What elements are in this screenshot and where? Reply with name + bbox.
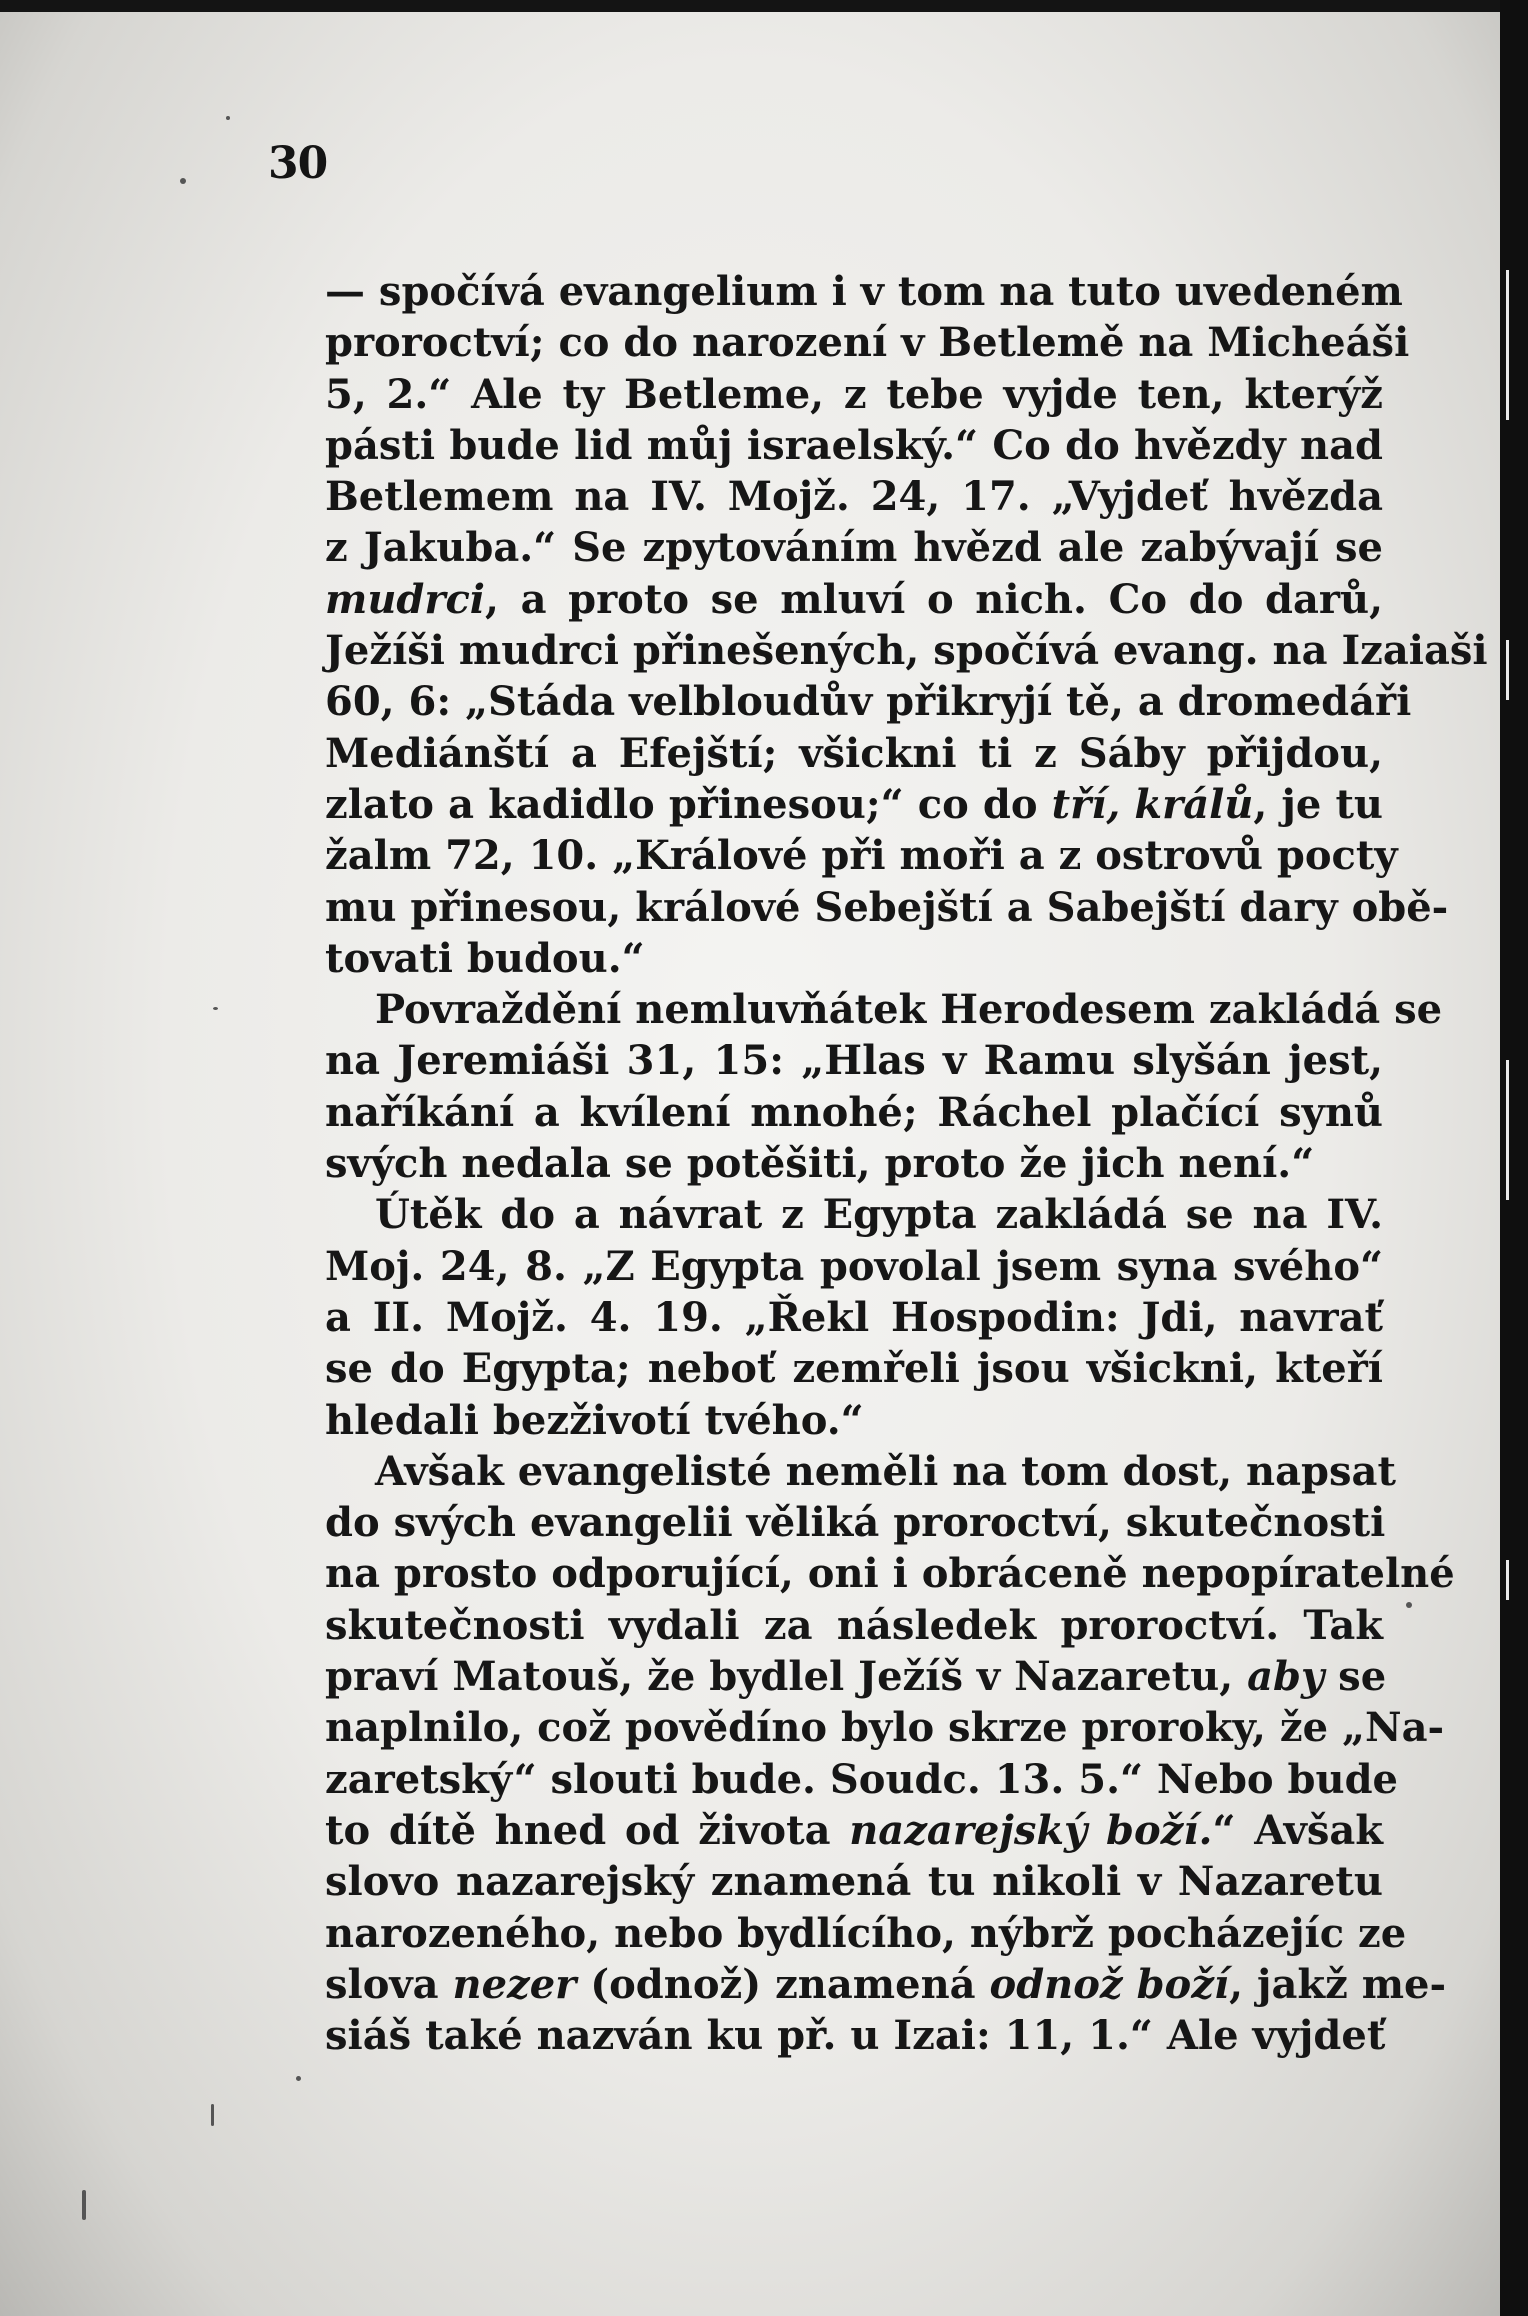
text-segment: svých nedala se potěšiti, proto že jich není.“ <box>325 1140 1315 1188</box>
text-segment: Povraždění nemluvňátek Herodesem zakládá se <box>375 986 1443 1034</box>
text-line <box>325 1035 1383 1086</box>
text-segment: na prosto odporující, oni i obráceně nepopíratelné <box>325 1550 1455 1598</box>
text-segment: Avšak evangelisté neměli na tom dost, napsat <box>375 1447 1396 1495</box>
text-segment: skutečnosti vydali za následek proroctví. Tak <box>325 1601 1383 1649</box>
text-segment: se do Egypta; neboť zemřeli jsou všickni, kteří <box>325 1345 1383 1393</box>
text-segment: Ježíši mudrci přinešených, spočívá evang. na Izaiaši <box>325 627 1488 675</box>
italic-segment: mudrci <box>325 575 485 623</box>
italic-segment: nazarejský boží. <box>849 1806 1213 1854</box>
scan-edge-mark <box>1506 640 1509 700</box>
text-segment: z Jakuba.“ Se zpytováním hvězd ale zabývají se <box>325 524 1383 572</box>
text-line <box>325 984 1443 1035</box>
text-line <box>325 1446 1396 1497</box>
text-segment: slova <box>325 1960 453 2008</box>
text-line <box>325 728 1383 779</box>
text-line <box>325 1651 1387 1702</box>
text-segment: to dítě hned od života <box>325 1806 850 1854</box>
text-segment: mu přinesou, králové Sebejští a Sabejští dary obě- <box>325 883 1449 931</box>
text-segment: — spočívá evangelium i v tom na tuto uvedeném <box>325 268 1403 315</box>
text-line <box>325 933 1383 984</box>
text-segment: praví Matouš, že bydlel Ježíš v Nazaretu, <box>325 1653 1248 1701</box>
scan-speck <box>1406 1602 1412 1608</box>
text-segment: naříkání a kvílení mnohé; Ráchel plačící synů <box>325 1088 1383 1136</box>
text-segment: Moj. 24, 8. „Z Egypta povolal jsem syna svého“ <box>325 1242 1383 1290</box>
scan-edge <box>1500 0 1528 2316</box>
scan-speck <box>180 178 186 184</box>
scan-edge-mark <box>1506 1060 1509 1200</box>
text-line <box>325 1856 1383 1907</box>
text-segment: Mediánští a Efejští; všickni ti z Sáby přijdou, <box>325 729 1383 777</box>
text-segment: a II. Mojž. 4. 19. „Řekl Hospodin: Jdi, navrať <box>325 1293 1383 1341</box>
text-line <box>325 1497 1386 1548</box>
italic-segment: aby <box>1247 1653 1325 1701</box>
scan-speck <box>296 2076 301 2081</box>
text-line <box>325 1805 1383 1856</box>
text-segment: Betlemem na IV. Mojž. 24, 17. „Vyjdeť hvězda <box>325 473 1383 521</box>
italic-segment: nezer <box>452 1960 577 2008</box>
text-line <box>325 1189 1383 1240</box>
text-segment: narozeného, nebo bydlícího, nýbrž pocházejíc ze <box>325 1909 1407 1957</box>
scan-speck <box>213 1007 218 1010</box>
text-line <box>325 471 1383 522</box>
text-segment: proroctví; co do narození v Betlemě na Micheáši <box>325 319 1410 367</box>
text-line <box>325 625 1488 676</box>
text-line <box>325 1343 1383 1394</box>
text-line <box>325 830 1398 881</box>
scan-speck <box>211 2104 214 2126</box>
text-segment: , a proto se mluví o nich. Co do darů, <box>485 575 1383 623</box>
text-segment: zaretský“ slouti bude. Soudc. 13. 5.“ Nebo bude <box>325 1755 1398 1803</box>
text-line <box>325 1959 1447 2010</box>
text-line <box>325 1395 1383 1446</box>
text-segment: naplnilo, což povědíno bylo skrze proroky, že „Na- <box>325 1704 1445 1752</box>
text-segment: žalm 72, 10. „Králové při moři a z ostrovů pocty <box>325 832 1398 880</box>
book-page <box>0 12 1500 2316</box>
italic-segment: odnož boží <box>989 1960 1230 2008</box>
text-segment: , jakž me- <box>1229 1960 1447 2008</box>
text-line <box>325 1241 1383 1292</box>
text-segment: (odnož) znamená <box>576 1960 990 2008</box>
scan-speck <box>226 116 230 120</box>
text-line <box>325 574 1383 625</box>
page-number: 30 <box>268 138 328 189</box>
text-segment: do svých evangelii věliká proroctví, skutečnosti <box>325 1499 1386 1547</box>
scan-edge-mark <box>1506 270 1509 420</box>
text-segment: “ Avšak <box>1212 1806 1383 1854</box>
scan-speck <box>82 2190 86 2220</box>
text-line <box>325 1600 1383 1651</box>
text-line <box>325 1292 1383 1343</box>
text-line <box>325 1548 1455 1599</box>
text-line <box>325 882 1449 933</box>
text-segment: , je tu <box>1253 780 1384 828</box>
text-line <box>325 266 1403 317</box>
text-line <box>325 2010 1386 2061</box>
italic-segment: tří, králů <box>1051 780 1254 828</box>
text-segment: tovati budou.“ <box>325 934 645 982</box>
text-segment: na Jeremiáši 31, 15: „Hlas v Ramu slyšán jest, <box>325 1037 1383 1085</box>
text-line <box>325 369 1383 420</box>
text-line <box>325 676 1412 727</box>
text-line <box>325 1087 1383 1138</box>
text-segment: 5, 2.“ Ale ty Betleme, z tebe vyjde ten, kterýž <box>325 370 1383 418</box>
text-line <box>325 522 1383 573</box>
text-segment: hledali bezživotí tvého.“ <box>325 1396 864 1444</box>
text-segment: zlato a kadidlo přinesou;“ co do <box>325 780 1052 828</box>
text-line <box>325 1908 1407 1959</box>
text-line <box>325 420 1383 471</box>
body-text <box>325 266 1488 2061</box>
text-segment: slovo nazarejský znamená tu nikoli v Nazaretu <box>325 1858 1383 1906</box>
text-segment: se <box>1324 1653 1387 1701</box>
text-line <box>325 1138 1383 1189</box>
text-segment: siáš také nazván ku př. u Izai: 11, 1.“ Ale vyjdeť <box>325 2012 1386 2060</box>
text-line <box>325 317 1410 368</box>
scan-edge-mark <box>1506 1560 1509 1600</box>
text-segment: pásti bude lid můj israelský.“ Co do hvězdy nad <box>325 421 1383 469</box>
text-line <box>325 1702 1445 1753</box>
text-segment: 60, 6: „Stáda velbloudův přikryjí tě, a dromedáři <box>325 678 1412 726</box>
text-line <box>325 1754 1398 1805</box>
text-segment: Útěk do a návrat z Egypta zakládá se na IV. <box>375 1191 1383 1239</box>
text-line <box>325 779 1383 830</box>
